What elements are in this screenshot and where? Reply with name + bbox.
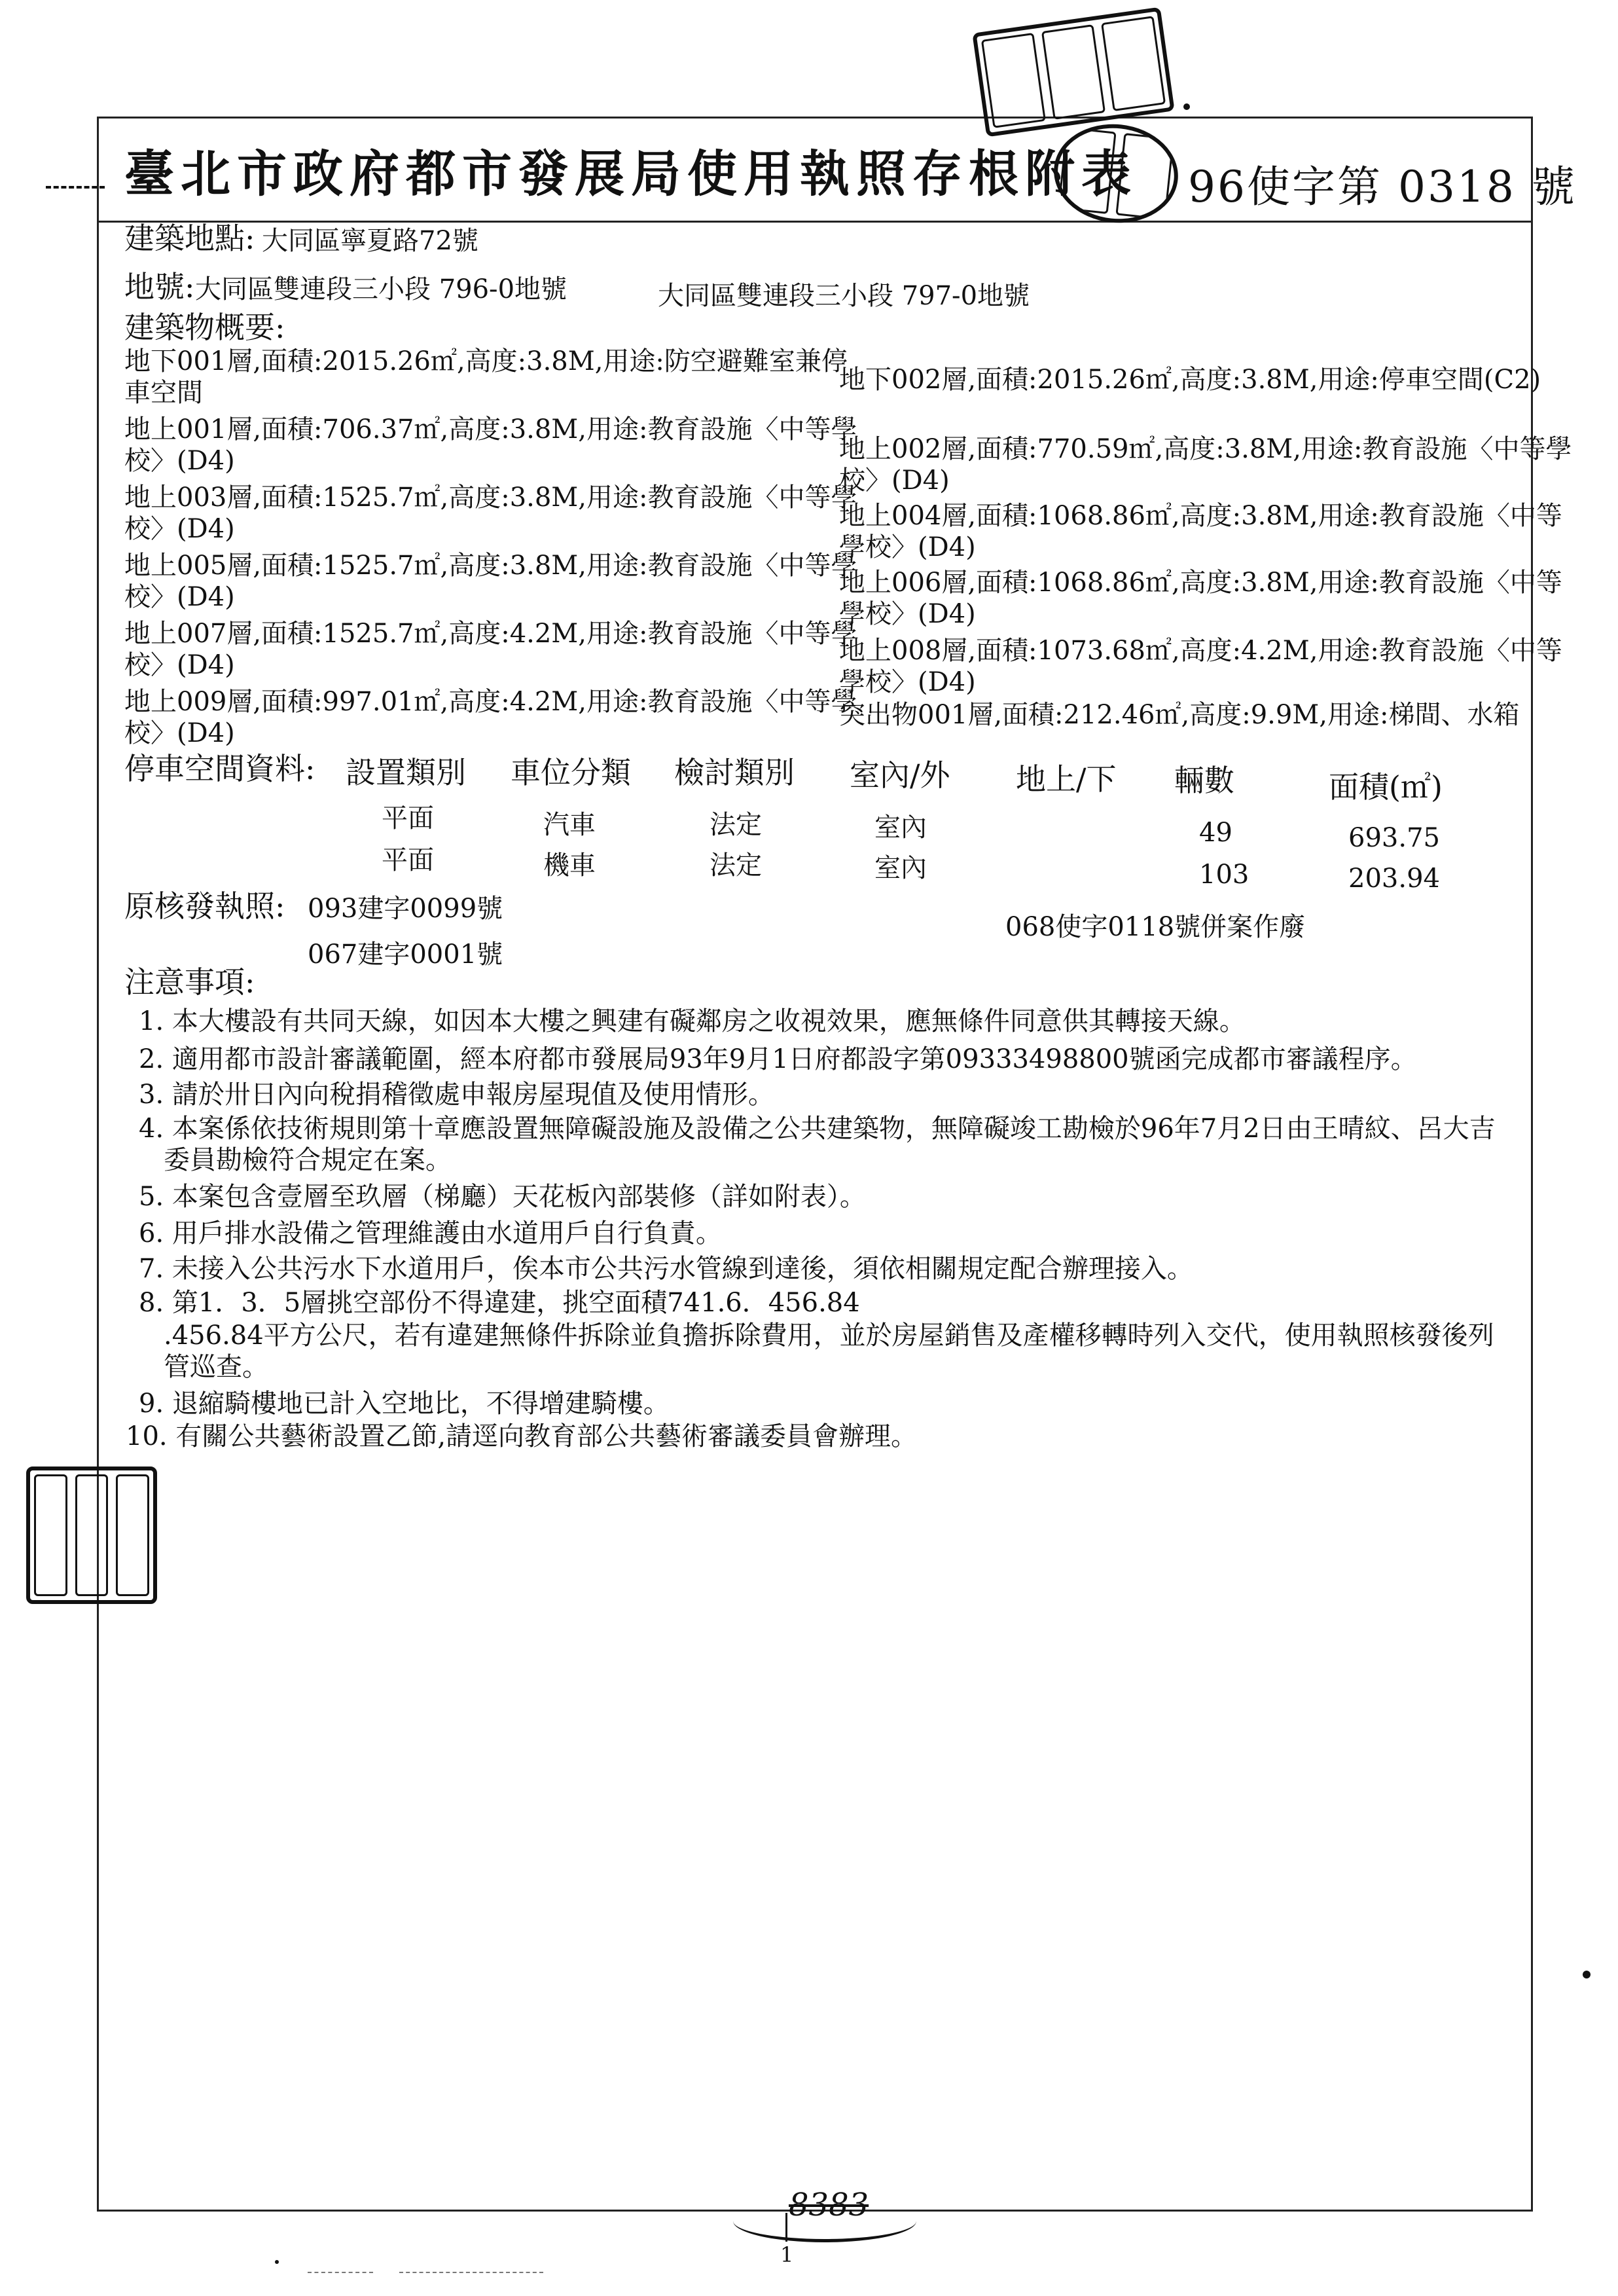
address-value: 大同區寧夏路72號	[262, 226, 478, 256]
overview-line: 地下001層,面積:2015.26㎡,高度:3.8M,用途:防空避難室兼停	[124, 346, 848, 376]
parking-cell: 203.94	[1348, 864, 1440, 894]
parking-cell: 103	[1199, 860, 1249, 890]
note-line: 8. 第1．3．5層挑空部份不得違建，挑空面積741.6．456.84	[139, 1288, 860, 1318]
parking-cell: 法定	[710, 810, 762, 840]
note-line: 6. 用戶排水設備之管理維護由水道用戶自行負責。	[139, 1218, 722, 1248]
overview-line: 校〉(D4)	[124, 718, 235, 748]
parking-cell: 機車	[543, 850, 596, 881]
overview-line: 學校〉(D4)	[839, 667, 976, 697]
footer-tick-mark	[785, 2213, 787, 2242]
overview-line: 地上009層,面積:997.01㎡,高度:4.2M,用途:教育設施〈中等學	[124, 687, 857, 717]
note-line: 1. 本大樓設有共同天線，如因本大樓之興建有礙鄰房之收視效果，應無條件同意供其轉接天線。	[139, 1006, 1246, 1036]
original-permit: 067建字0001號	[308, 939, 503, 970]
overview-line: 地上003層,面積:1525.7㎡,高度:3.8M,用途:教育設施〈中等學	[124, 483, 857, 513]
note-line: 管巡查。	[164, 1352, 268, 1382]
title-leader-mark	[46, 186, 105, 189]
overview-line: 地上005層,面積:1525.7㎡,高度:3.8M,用途:教育設施〈中等學	[124, 551, 857, 581]
original-permit: 093建字0099號	[308, 894, 503, 924]
note-line: 2. 適用都市設計審議範圍，經本府都市發展局93年9月1日府都設字第09333498800號函完成都市審議程序。	[139, 1044, 1417, 1074]
parking-cell: 平面	[382, 803, 434, 833]
parking-header: 車位分類	[511, 755, 631, 790]
overview-line: 地下002層,面積:2015.26㎡,高度:3.8M,用途:停車空間(C2)	[839, 365, 1541, 395]
parking-cell: 汽車	[543, 810, 596, 840]
overview-line: 學校〉(D4)	[839, 599, 976, 629]
overview-line: 校〉(D4)	[124, 582, 235, 612]
overview-line: 突出物001層,面積:212.46㎡,高度:9.9M,用途:梯間、水箱	[839, 700, 1520, 730]
merged-permit-note: 068使字0118號併案作廢	[1005, 912, 1306, 942]
overview-line: 地上006層,面積:1068.86㎡,高度:3.8M,用途:教育設施〈中等	[839, 568, 1562, 598]
scan-line	[308, 2272, 373, 2273]
scan-dot	[1583, 1971, 1591, 1978]
lot-label: 地號:	[124, 269, 195, 304]
scan-dot	[1183, 103, 1190, 110]
note-line: 7. 未接入公共污水下水道用戶，俟本市公共污水管線到達後，須依相關規定配合辦理接入。	[139, 1254, 1193, 1284]
footer-page-stamp: 8383	[789, 2187, 869, 2223]
overview-line: 校〉(D4)	[839, 465, 950, 496]
parking-cell: 法定	[710, 850, 762, 881]
parking-cell: 49	[1199, 818, 1232, 848]
overview-line: 地上008層,面積:1073.68㎡,高度:4.2M,用途:教育設施〈中等	[839, 636, 1562, 666]
note-line: 4. 本案係依技術規則第十章應設置無障礙設施及設備之公共建築物，無障礙竣工勘檢於96年7月2日由王晴紋、呂大吉	[139, 1114, 1496, 1144]
parking-header: 檢討類別	[674, 755, 795, 790]
parking-header: 設置類別	[346, 755, 466, 790]
original-permits-label: 原核發執照:	[124, 888, 285, 924]
lot-value-1: 大同區雙連段三小段 796-0地號	[195, 274, 567, 304]
parking-label: 停車空間資料:	[124, 751, 315, 786]
parking-cell: 平面	[382, 845, 434, 875]
parking-cell: 室內	[874, 812, 927, 843]
note-line: 9. 退縮騎樓地已計入空地比，不得增建騎樓。	[139, 1389, 670, 1419]
note-line: 3. 請於卅日內向稅捐稽徵處申報房屋現值及使用情形。	[139, 1080, 774, 1110]
lot-value-2: 大同區雙連段三小段 797-0地號	[658, 281, 1030, 311]
scan-line	[399, 2272, 543, 2273]
official-seal-left	[26, 1467, 157, 1604]
overview-line: 校〉(D4)	[124, 650, 235, 680]
overview-line: 地上001層,面積:706.37㎡,高度:3.8M,用途:教育設施〈中等學	[124, 414, 857, 445]
parking-header: 室內/外	[850, 757, 950, 793]
overview-line: 地上004層,面積:1068.86㎡,高度:3.8M,用途:教育設施〈中等	[839, 501, 1562, 531]
parking-cell: 693.75	[1348, 823, 1440, 853]
address-label: 建築地點:	[124, 221, 255, 256]
document-title: 臺北市政府都市發展局使用執照存根附表	[124, 145, 1138, 203]
notes-label: 注意事項:	[124, 964, 255, 1000]
note-line: 5. 本案包含壹層至玖層（梯廳）天花板內部裝修（詳如附表）。	[139, 1182, 866, 1212]
parking-header: 地上/下	[1016, 761, 1117, 797]
page-number: 1	[780, 2242, 794, 2267]
overview-line: 地上002層,面積:770.59㎡,高度:3.8M,用途:教育設施〈中等學	[839, 434, 1572, 464]
overview-line: 車空間	[124, 378, 203, 408]
overview-label: 建築物概要:	[124, 310, 285, 345]
overview-line: 地上007層,面積:1525.7㎡,高度:4.2M,用途:教育設施〈中等學	[124, 619, 857, 649]
overview-line: 校〉(D4)	[124, 514, 235, 544]
overview-line: 校〉(D4)	[124, 446, 235, 476]
note-line: 委員勘檢符合規定在案。	[164, 1145, 452, 1175]
parking-cell: 室內	[874, 853, 927, 883]
parking-header: 輛數	[1174, 763, 1234, 798]
permit-number: 96使字第 0318 號	[1188, 162, 1577, 212]
parking-header: 面積(㎡)	[1329, 769, 1443, 805]
note-line: 10. 有關公共藝術設置乙節,請逕向教育部公共藝術審議委員會辦理。	[126, 1421, 918, 1451]
overview-line: 學校〉(D4)	[839, 532, 976, 562]
note-line: .456.84平方公尺，若有違建無條件拆除並負擔拆除費用，並於房屋銷售及產權移轉時列入交代，使用執照核發後列	[164, 1321, 1494, 1351]
scan-dot	[275, 2260, 279, 2264]
